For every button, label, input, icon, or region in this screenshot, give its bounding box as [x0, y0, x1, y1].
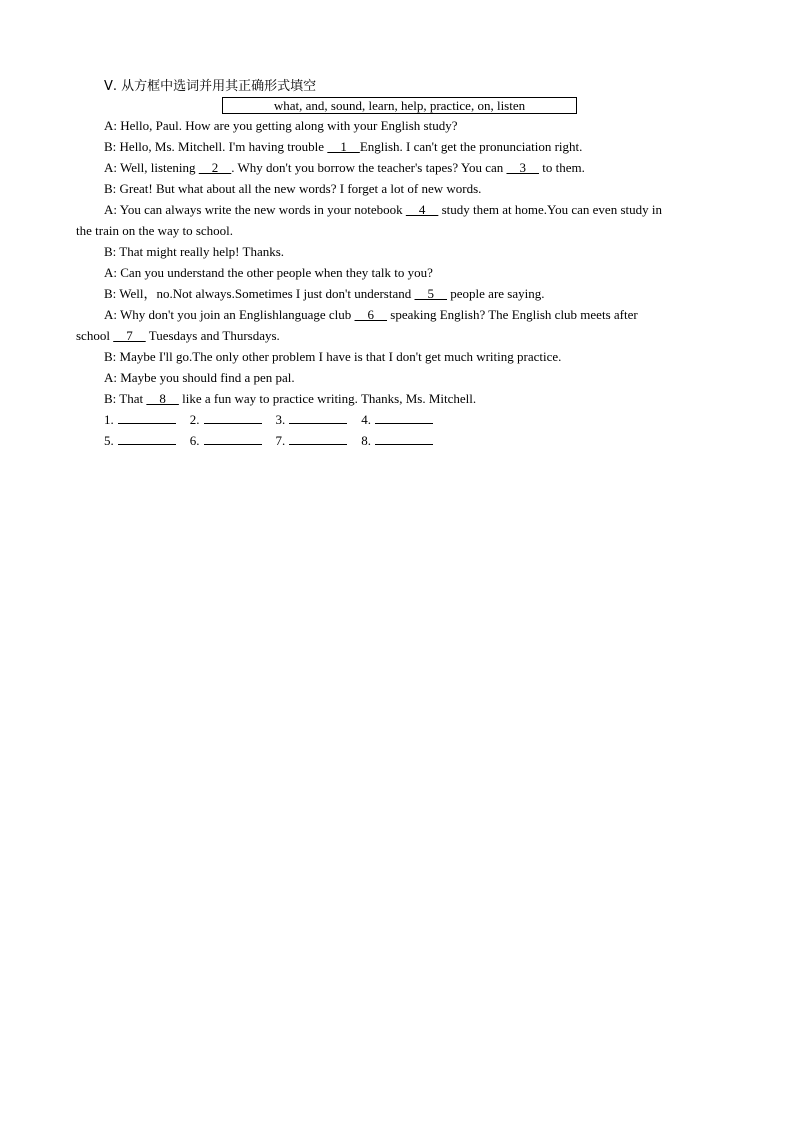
- dialogue-line-3: [76, 158, 724, 178]
- answer-blank-8[interactable]: [375, 432, 433, 445]
- dialogue-text: speaking English? The English club meets after: [387, 307, 638, 322]
- answer-item-1: [104, 410, 176, 430]
- dialogue-line-10: [76, 305, 724, 325]
- dialogue-text: A: Well, listening: [104, 160, 199, 175]
- dialogue-line-11: [76, 326, 724, 346]
- dialogue-line-14: [76, 389, 724, 409]
- dialogue-text: A: Can you understand the other people when they talk to you?: [104, 265, 433, 280]
- answer-number: 1.: [104, 412, 114, 427]
- answer-number: 8.: [361, 433, 371, 448]
- answer-item-2: [190, 410, 262, 430]
- blank-8[interactable]: 8: [146, 391, 179, 406]
- blank-1[interactable]: 1: [327, 139, 360, 154]
- blank-4[interactable]: 4: [405, 202, 439, 217]
- answer-row-1: [76, 410, 724, 430]
- answer-blank-6[interactable]: [204, 432, 262, 445]
- answer-row-2: [76, 431, 724, 451]
- dialogue-text: B: Well，no.Not always.Sometimes I just don't understand: [104, 286, 415, 301]
- dialogue-text: A: Hello, Paul. How are you getting along with your English study?: [104, 118, 458, 133]
- dialogue-text: school: [76, 328, 114, 343]
- answer-item-7: [276, 431, 348, 451]
- answer-blank-5[interactable]: [118, 432, 176, 445]
- dialogue-line-1: [76, 116, 724, 136]
- answer-blank-4[interactable]: [375, 411, 433, 424]
- blank-2[interactable]: 2: [198, 160, 232, 175]
- answer-item-5: [104, 431, 176, 451]
- dialogue-line-9: [76, 284, 724, 304]
- dialogue-line-8: [76, 263, 724, 283]
- blank-6[interactable]: 6: [354, 307, 388, 322]
- answer-number: 4.: [361, 412, 371, 427]
- dialogue-line-13: [76, 368, 724, 388]
- answer-item-4: [361, 410, 433, 430]
- dialogue-text: B: That might really help! Thanks.: [104, 244, 285, 259]
- answer-blank-1[interactable]: [118, 411, 176, 424]
- dialogue-text: B: Great! But what about all the new words? I forget a lot of new words.: [104, 181, 482, 196]
- dialogue-line-5: [76, 200, 724, 220]
- dialogue-text: . Why don't you borrow the teacher's tapes? You can: [231, 160, 507, 175]
- dialogue-text: to them.: [538, 160, 585, 175]
- dialogue-text: B: That: [104, 391, 147, 406]
- dialogue-line-12: [76, 347, 724, 367]
- blank-5[interactable]: 5: [414, 286, 448, 301]
- dialogue-line-2: [76, 137, 724, 157]
- dialogue-text: A: You can always write the new words in your notebook: [104, 202, 406, 217]
- answer-blank-3[interactable]: [289, 411, 347, 424]
- blank-3[interactable]: 3: [506, 160, 539, 175]
- word-box: what, and, sound, learn, help, practice, on, listen: [222, 97, 577, 114]
- dialogue-text: B: Maybe I'll go.The only other problem I have is that I don't get much writing practice.: [104, 349, 562, 364]
- dialogue-text: Tuesdays and Thursdays.: [145, 328, 280, 343]
- answer-item-8: [361, 431, 433, 451]
- answer-item-6: [190, 431, 262, 451]
- dialogue-text: A: Maybe you should find a pen pal.: [104, 370, 295, 385]
- dialogue-line-4: [76, 179, 724, 199]
- answer-item-3: [276, 410, 348, 430]
- dialogue-text: like a fun way to practice writing. Thanks, Ms. Mitchell.: [178, 391, 477, 406]
- answer-number: 2.: [189, 412, 200, 427]
- dialogue-text: B: Hello, Ms. Mitchell. I'm having trouble: [104, 139, 328, 154]
- answer-number: 6.: [189, 433, 200, 448]
- blank-7[interactable]: 7: [113, 328, 146, 343]
- dialogue-text: the train on the way to school.: [76, 223, 234, 238]
- dialogue-text: study them at home.You can even study in: [438, 202, 662, 217]
- answer-number: 5.: [104, 433, 114, 448]
- dialogue-text: people are saying.: [447, 286, 545, 301]
- dialogue-line-7: [76, 242, 724, 262]
- section-heading: Ⅴ. 从方框中选词并用其正确形式填空: [104, 79, 317, 94]
- answer-number: 7.: [275, 433, 286, 448]
- answer-blank-7[interactable]: [289, 432, 347, 445]
- dialogue-line-6: [76, 221, 724, 241]
- dialogue-text: English. I can't get the pronunciation right.: [359, 139, 583, 154]
- answer-number: 3.: [275, 412, 286, 427]
- dialogue-text: A: Why don't you join an Englishlanguage club: [104, 307, 355, 322]
- answer-blank-2[interactable]: [204, 411, 262, 424]
